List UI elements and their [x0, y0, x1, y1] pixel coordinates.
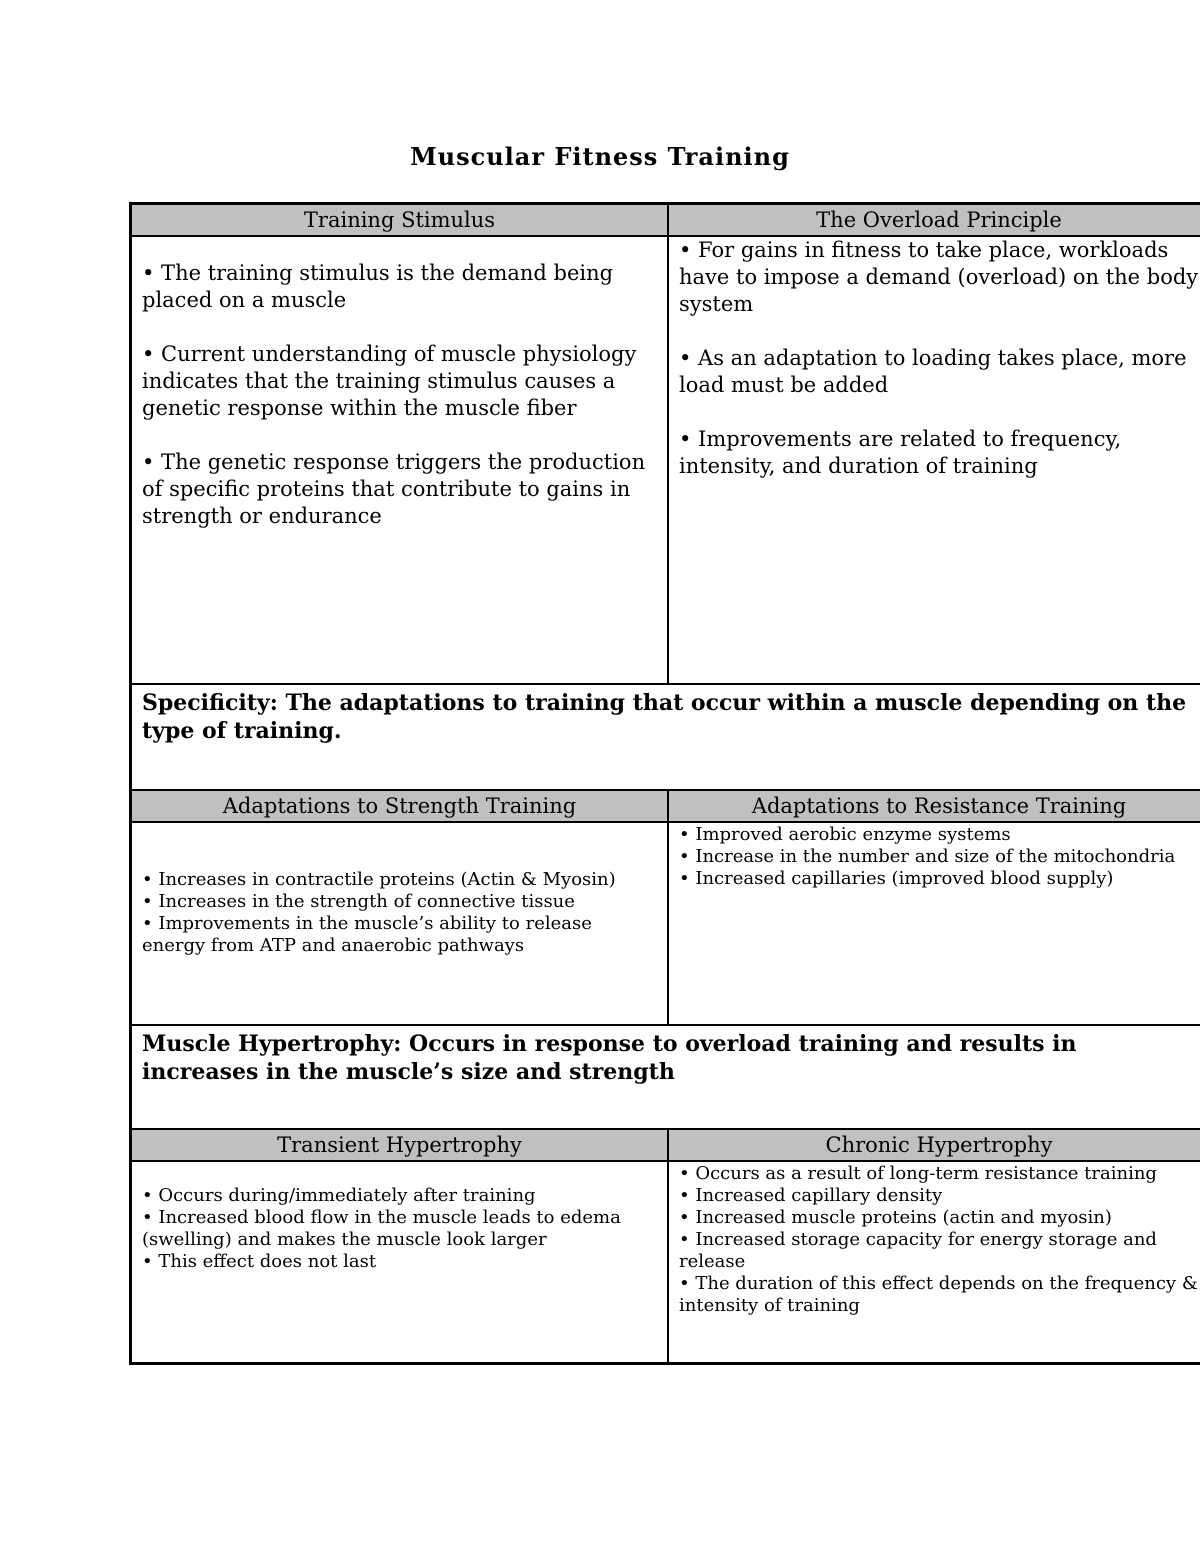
list-item: • Occurs as a result of long-term resistance training — [679, 1163, 1157, 1184]
overload-principle-cell — [669, 237, 1200, 683]
list-item: • Occurs during/immediately after training — [142, 1185, 536, 1206]
list-item: • Increased capillaries (improved blood supply) — [679, 868, 1114, 889]
transient-hypertrophy-cell — [132, 1162, 669, 1362]
list-item: • Increased muscle proteins (actin and myosin) — [679, 1207, 1112, 1228]
hypertrophy-row — [132, 1026, 1200, 1130]
header-training-stimulus: Training Stimulus — [132, 205, 669, 235]
list-item: • Improved aerobic enzyme systems — [679, 824, 1011, 845]
header-overload-principle: The Overload Principle — [816, 208, 1062, 232]
body-row-3 — [132, 1162, 1200, 1362]
fitness-table — [129, 202, 1200, 1365]
specificity-definition: Specificity: The adaptations to training that occur within a muscle depending on the type of training. — [142, 690, 1187, 744]
list-item: • The training stimulus is the demand being placed on a muscle — [142, 261, 614, 312]
hypertrophy-definition: Muscle Hypertrophy: Occurs in response to overload training and results in increases in the muscle’s size and strength — [142, 1031, 1077, 1085]
list-item: • Current understanding of muscle physiology indicates that the training stimulus causes a genetic response within the muscle fiber — [142, 342, 637, 420]
body-row-2 — [132, 823, 1200, 1026]
list-item: • As an adaptation to loading takes place, more load must be added — [679, 346, 1187, 397]
list-item: • Improvements are related to frequency, intensity, and duration of training — [679, 427, 1122, 478]
list-item: • Increased capillary density — [679, 1185, 943, 1206]
list-item: • Increases in contractile proteins (Actin & Myosin) — [142, 869, 616, 890]
list-item: • The genetic response triggers the production of specific proteins that contribute to gains in strength or endurance — [142, 450, 646, 528]
list-item: • For gains in fitness to take place, workloads have to impose a demand (overload) on the body system — [679, 238, 1199, 316]
list-item: • The duration of this effect depends on the frequency & intensity of training — [679, 1273, 1198, 1316]
header-row-2 — [132, 791, 1200, 823]
page-title: Muscular Fitness Training — [410, 142, 790, 171]
specificity-row — [132, 685, 1200, 791]
list-item: • Increased storage capacity for energy storage and release — [679, 1229, 1157, 1272]
chronic-hypertrophy-cell — [669, 1162, 1200, 1362]
list-item: • Increase in the number and size of the mitochondria — [679, 846, 1176, 867]
header-row-1 — [132, 205, 1200, 237]
list-item: • Improvements in the muscle’s ability to release energy from ATP and anaerobic pathways — [142, 913, 592, 956]
list-item: • Increases in the strength of connective tissue — [142, 891, 575, 912]
header-transient-hypertrophy: Transient Hypertrophy — [132, 1130, 669, 1160]
list-item: • This effect does not last — [142, 1251, 377, 1272]
header-strength-training: Adaptations to Strength Training — [132, 791, 669, 821]
strength-training-cell — [132, 823, 669, 1024]
header-resistance-training: Adaptations to Resistance Training — [751, 794, 1127, 818]
header-row-3 — [132, 1130, 1200, 1162]
resistance-training-cell — [669, 823, 1200, 1024]
header-chronic-hypertrophy: Chronic Hypertrophy — [825, 1133, 1053, 1157]
training-stimulus-cell — [132, 237, 669, 683]
body-row-1 — [132, 237, 1200, 685]
list-item: • Increased blood flow in the muscle leads to edema (swelling) and makes the muscle look larger — [142, 1207, 621, 1250]
